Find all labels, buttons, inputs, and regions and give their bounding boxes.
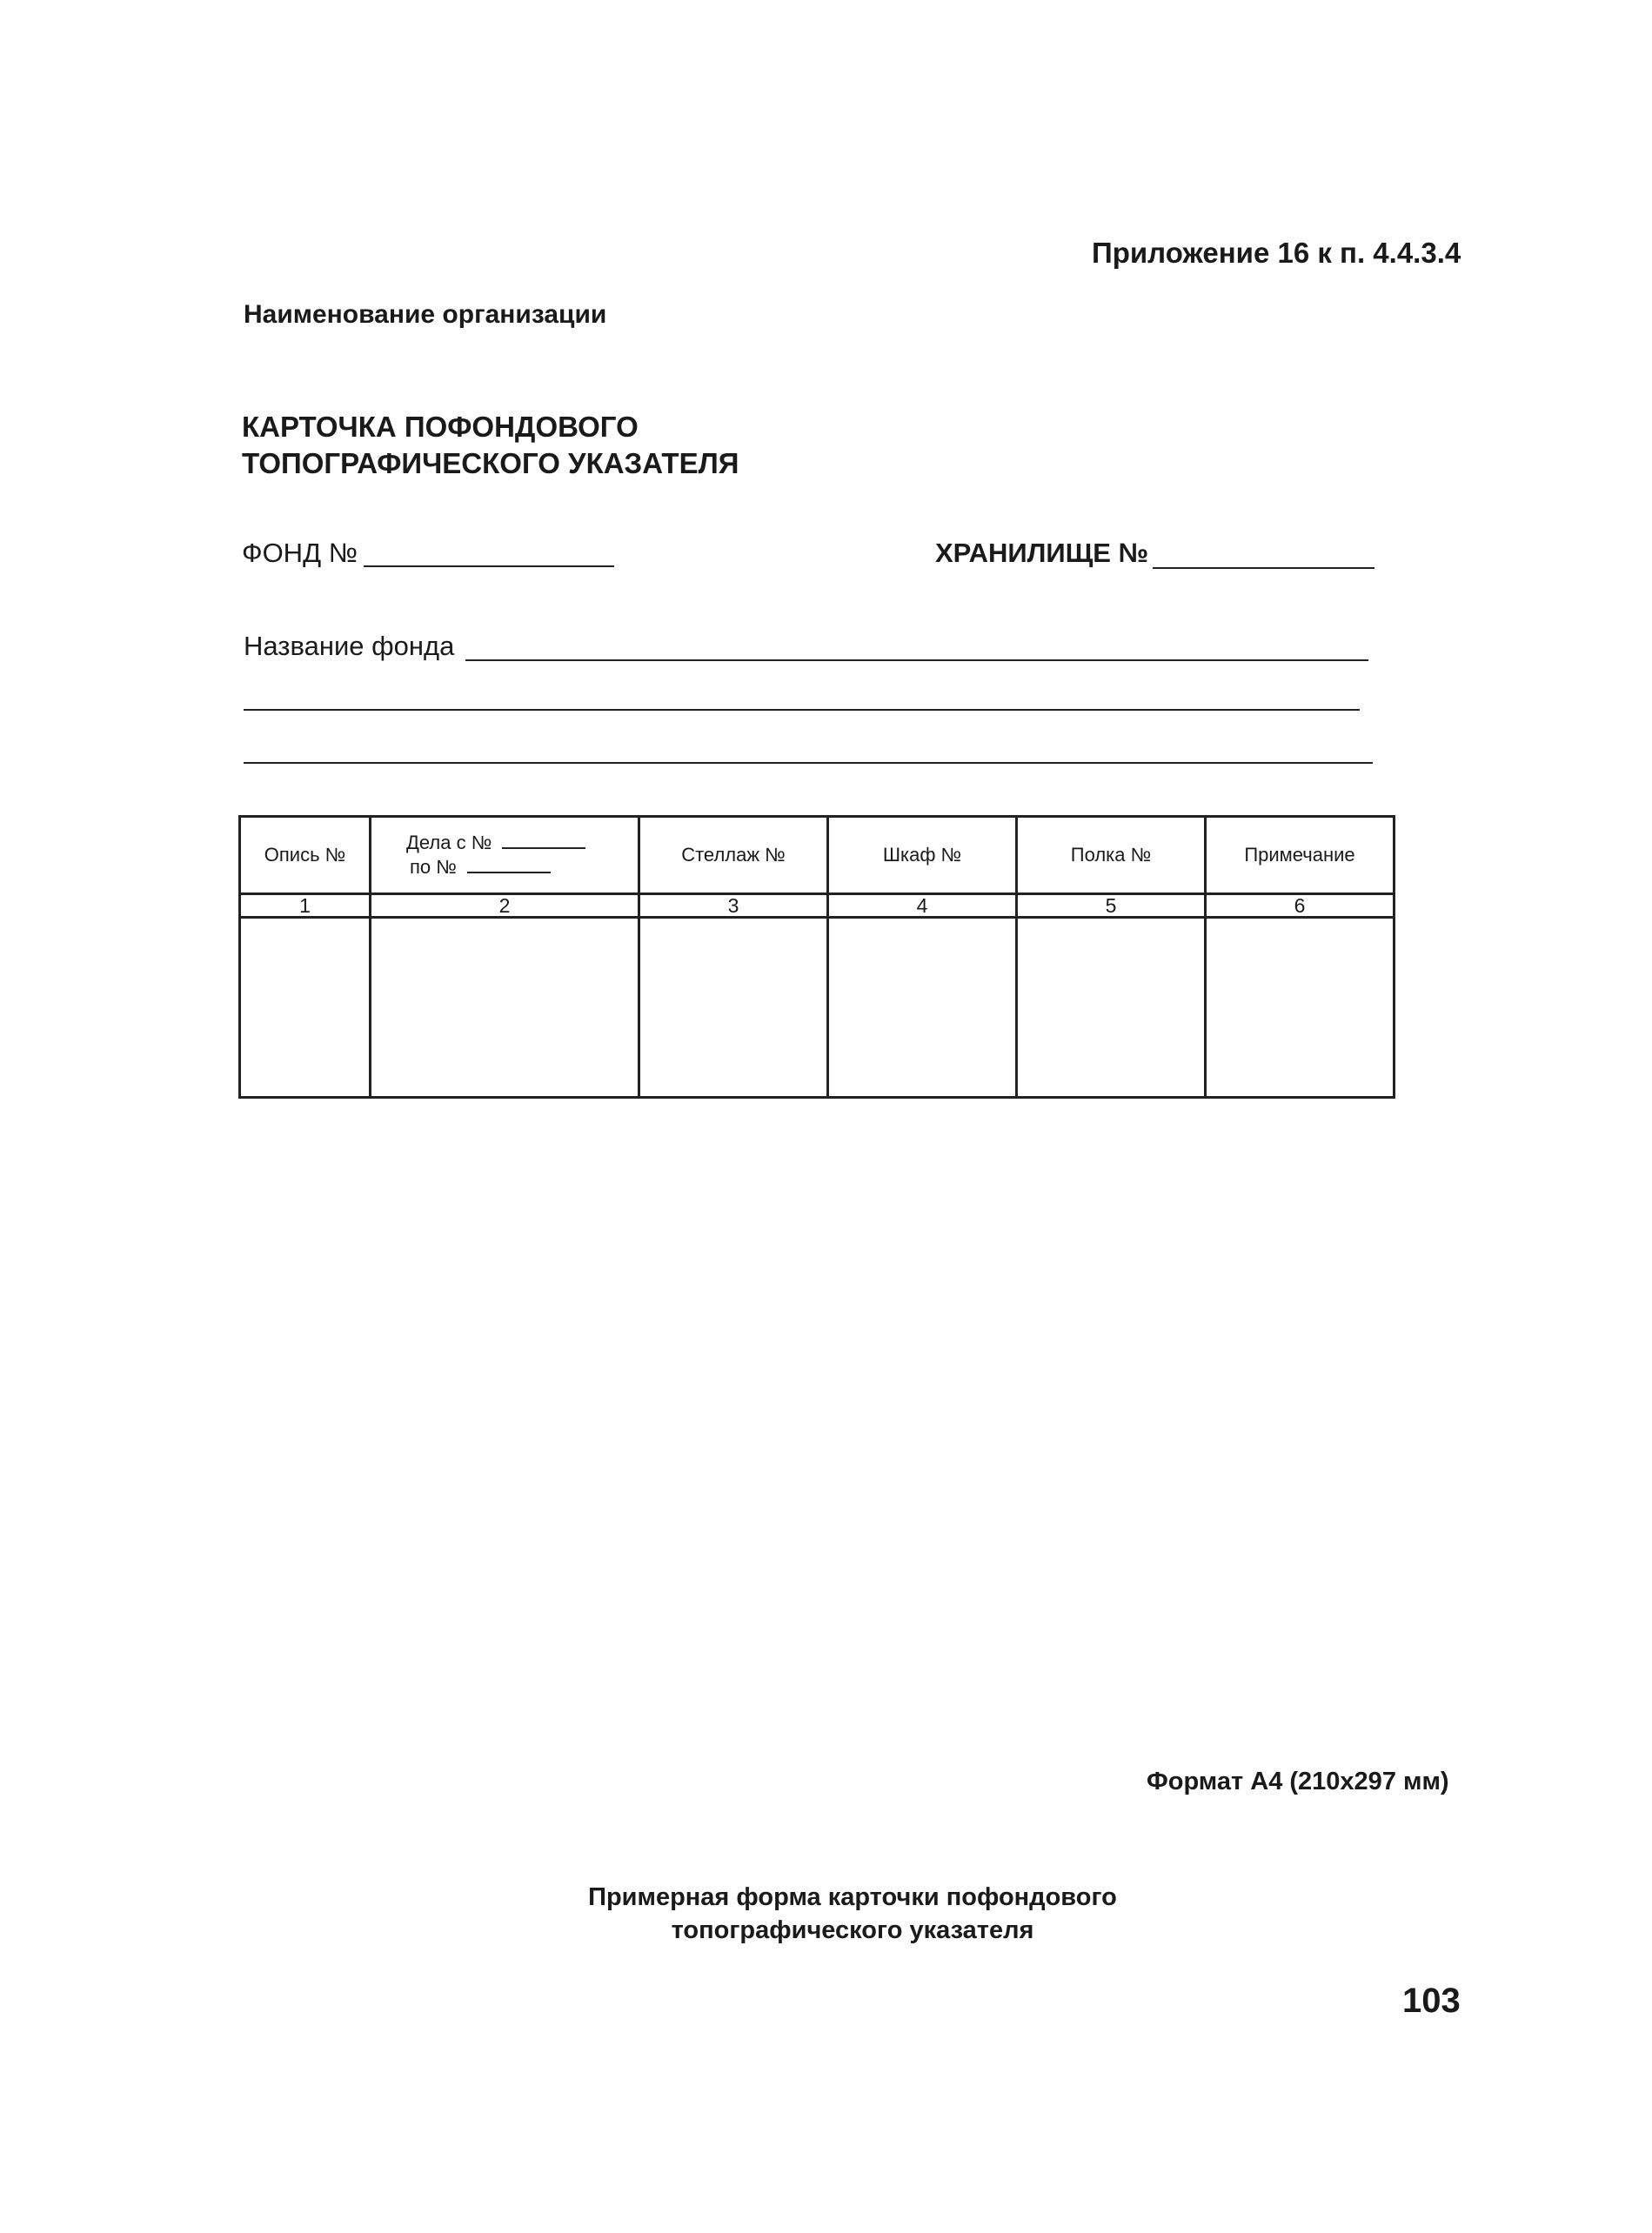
case-range-to [406, 855, 638, 879]
column-number: 6 [1206, 894, 1395, 918]
fond-number-label: ФОНД № [242, 538, 358, 568]
caption-line-1: Примерная форма карточки пофондового [588, 1883, 1117, 1911]
storage-number-label: ХРАНИЛИЩЕ № [935, 538, 1149, 568]
table-cell [639, 918, 828, 1098]
fond-name-label: Название фонда [244, 631, 455, 661]
case-range-from-label: Дела с № [406, 832, 492, 853]
storage-number-blank [1153, 567, 1374, 569]
case-range-from [406, 831, 638, 855]
column-header-cabinet: Шкаф № [828, 817, 1017, 894]
column-number: 2 [371, 894, 639, 918]
format-note: Формат А4 (210x297 мм) [1147, 1768, 1449, 1795]
organization-name-label: Наименование организации [244, 300, 607, 329]
fond-name-blank [465, 659, 1368, 661]
page-number: 103 [1402, 1982, 1461, 2020]
appendix-reference: Приложение 16 к п. 4.4.3.4 [1092, 237, 1461, 269]
card-table [238, 815, 1395, 1099]
case-range-to-label: по № [410, 856, 457, 878]
column-number: 1 [240, 894, 371, 918]
fond-number-blank [364, 565, 614, 567]
case-range-from-blank [502, 835, 585, 849]
case-range-to-blank [467, 859, 551, 873]
table-cell [371, 918, 639, 1098]
table-cell [1017, 918, 1206, 1098]
column-header-rack: Стеллаж № [639, 817, 828, 894]
fond-name-blank-continuation-1 [244, 709, 1360, 711]
table-row [240, 918, 1395, 1098]
document-title [242, 409, 739, 482]
title-line-1: КАРТОЧКА ПОФОНДОВОГО [242, 411, 639, 443]
column-number: 5 [1017, 894, 1206, 918]
column-header-case-range [371, 817, 639, 894]
title-line-2: ТОПОГРАФИЧЕСКОГО УКАЗАТЕЛЯ [242, 447, 739, 479]
column-header-inventory: Опись № [240, 817, 371, 894]
caption-line-2: топографического указателя [671, 1916, 1034, 1944]
column-number: 3 [639, 894, 828, 918]
column-header-note: Примечание [1206, 817, 1395, 894]
column-number: 4 [828, 894, 1017, 918]
table-cell [1206, 918, 1395, 1098]
table-cell [240, 918, 371, 1098]
table-number-row [240, 894, 1395, 918]
fond-name-blank-continuation-2 [244, 762, 1373, 764]
column-header-shelf: Полка № [1017, 817, 1206, 894]
table-header-row [240, 817, 1395, 894]
figure-caption [0, 1881, 1652, 1947]
table-cell [828, 918, 1017, 1098]
